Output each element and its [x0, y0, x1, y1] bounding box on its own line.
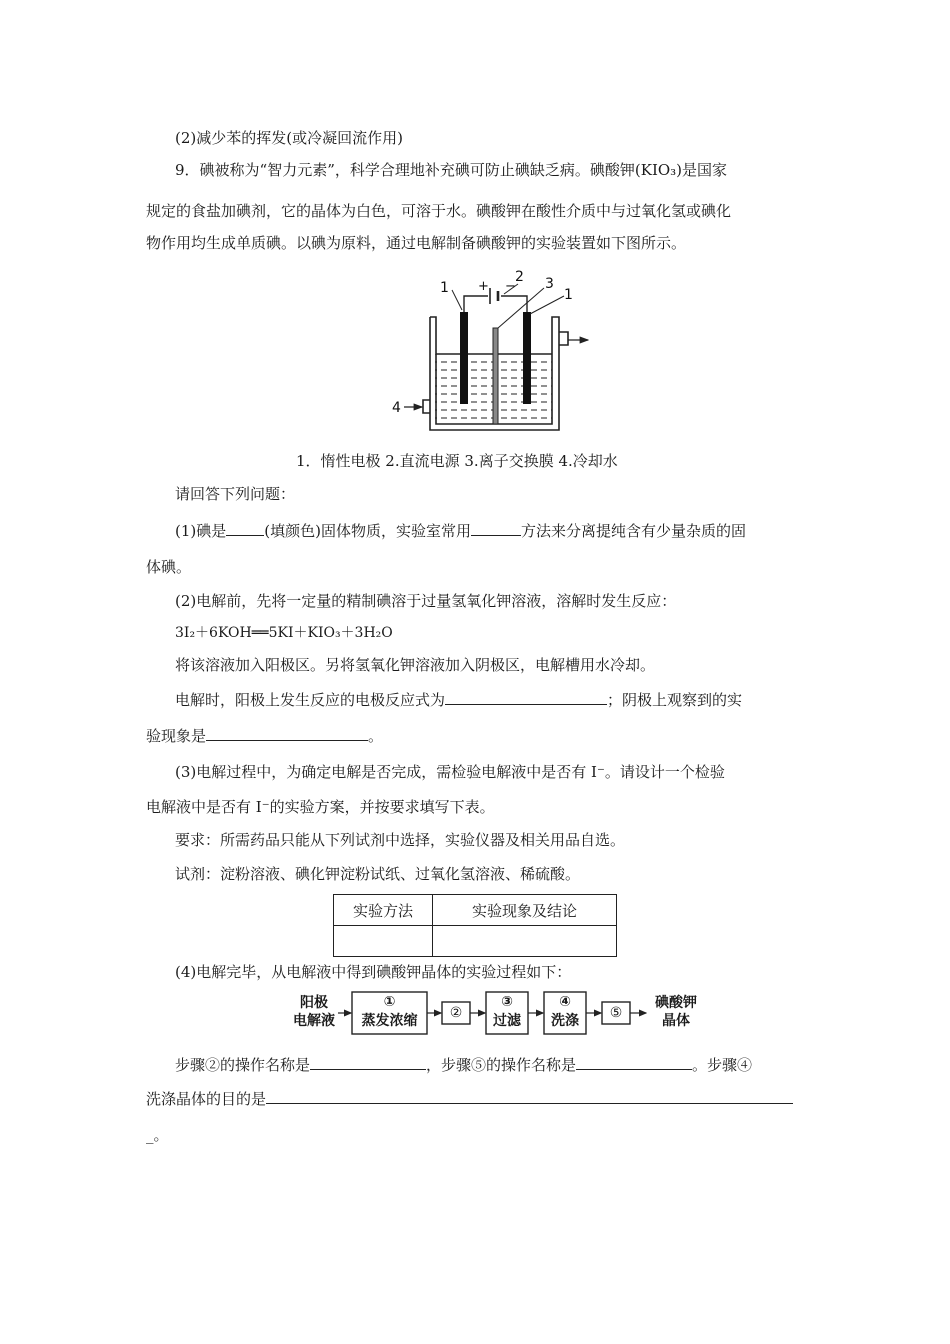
- question-2-cathode: [146, 724, 383, 747]
- color-blank[interactable]: [226, 519, 264, 536]
- flow-end: [648, 994, 704, 1030]
- label-2: 2: [515, 270, 524, 285]
- q1-text: 方法来分离提纯含有少量杂质的固: [520, 522, 746, 540]
- flow-step-4: [544, 993, 586, 1031]
- q2-text: 电解时，阳极上发生反应的电极反应式为: [175, 691, 446, 709]
- result-cell[interactable]: [433, 926, 617, 957]
- flow-end-line: 碘酸钾: [655, 995, 697, 1011]
- question-4-end: _。: [146, 1126, 169, 1144]
- method-blank[interactable]: [471, 519, 521, 536]
- question-2-anode: [175, 688, 742, 711]
- process-flowchart: [290, 990, 710, 1038]
- flow-step-2: ②: [449, 1005, 463, 1021]
- question-1-cont: 体碘。: [146, 558, 192, 576]
- question-1: [175, 519, 746, 542]
- question-9-text: 规定的食盐加碘剂，它的晶体为白色，可溶于水。碘酸钾在酸性介质中与过氧化氢或碘化: [146, 202, 732, 220]
- flow-step-3: [486, 993, 528, 1031]
- method-cell[interactable]: [334, 926, 433, 957]
- diagram-caption: 1．惰性电极 2.直流电源 3.离子交换膜 4.冷却水: [296, 452, 618, 470]
- step2-blank[interactable]: [310, 1053, 426, 1070]
- label-3: 3: [545, 276, 554, 292]
- answer-line: (2)减少苯的挥发(或冷凝回流作用): [175, 129, 403, 147]
- question-2: (2)电解前，先将一定量的精制碘溶于过量氢氧化钾溶液，溶解时发生反应：: [175, 592, 677, 610]
- wash-purpose-blank[interactable]: [266, 1087, 793, 1104]
- cathode-phenomenon-blank[interactable]: [206, 724, 368, 741]
- question-9-text: 物作用均生成单质碘。以碘为原料，通过电解制备碘酸钾的实验装置如下图所示。: [146, 234, 687, 252]
- anode-equation-blank[interactable]: [445, 688, 607, 705]
- q4-text: 。步骤④: [692, 1056, 753, 1074]
- flow-step-1: [352, 993, 427, 1031]
- question-2-text: 将该溶液加入阳极区。另将氢氧化钾溶液加入阴极区，电解槽用水冷却。: [175, 656, 656, 674]
- q1-text: (填颜色)固体物质，实验室常用: [264, 522, 471, 540]
- label-1-left: 1: [440, 280, 449, 296]
- electrolysis-diagram: [380, 270, 610, 440]
- q1-text: (1)碘是: [175, 522, 227, 540]
- ion-exchange-membrane: [493, 328, 498, 424]
- label-plus: +: [478, 279, 489, 294]
- question-3: (3)电解过程中，为确定电解是否完成，需检验电解液中是否有 I⁻。请设计一个检验: [175, 763, 725, 781]
- q4-text: 洗涤晶体的目的是: [146, 1090, 267, 1108]
- q2-text: 。: [368, 727, 384, 745]
- flow-start-line: 阳极: [300, 995, 328, 1011]
- header-method: 实验方法: [334, 895, 433, 926]
- question-3-requirement: 要求：所需药品只能从下列试剂中选择，实验仪器及相关用品自选。: [175, 831, 626, 849]
- inert-electrode-right: [523, 312, 531, 404]
- question-4-purpose: [146, 1087, 793, 1110]
- flow-start-line: 电解液: [293, 1013, 335, 1029]
- q2-text: ；阴极上观察到的实: [607, 691, 743, 709]
- flow-step-num: ③: [501, 994, 513, 1010]
- q2-text: 验现象是: [146, 727, 207, 745]
- label-1-right: 1: [564, 287, 573, 303]
- flow-step-label: 蒸发浓缩: [361, 1013, 418, 1029]
- label-minus: −: [505, 279, 516, 294]
- question-4: (4)电解完毕，从电解液中得到碘酸钾晶体的实验过程如下：: [175, 963, 572, 981]
- question-3-reagents: 试剂：淀粉溶液、碘化钾淀粉试纸、过氧化氢溶液、稀硫酸。: [175, 865, 581, 883]
- flow-end-line: 晶体: [662, 1013, 690, 1029]
- q4-text: 步骤②的操作名称是: [175, 1056, 311, 1074]
- flow-step-5: ⑤: [609, 1005, 623, 1021]
- flow-step-num: ④: [559, 994, 571, 1010]
- question-9-intro: 9．碘被称为“智力元素”，科学合理地补充碘可防止碘缺乏病。碘酸钾(KIO₃)是国家: [175, 161, 728, 179]
- q4-text: ，步骤⑤的操作名称是: [426, 1056, 577, 1074]
- experiment-table: [333, 894, 617, 957]
- label-4: 4: [392, 400, 401, 416]
- flow-step-label: 过滤: [493, 1013, 521, 1029]
- flow-step-label: 洗涤: [551, 1013, 579, 1029]
- header-result: 实验现象及结论: [433, 895, 617, 926]
- reaction-equation: 3I₂＋6KOH══5KI＋KIO₃＋3H₂O: [175, 625, 393, 641]
- instruction-text: 请回答下列问题：: [175, 485, 296, 503]
- question-3-text: 电解液中是否有 I⁻的实验方案，并按要求填写下表。: [146, 798, 495, 816]
- step5-blank[interactable]: [576, 1053, 692, 1070]
- question-4-steps: [175, 1053, 752, 1076]
- flow-step-num: ①: [383, 994, 396, 1010]
- inert-electrode-left: [460, 312, 468, 404]
